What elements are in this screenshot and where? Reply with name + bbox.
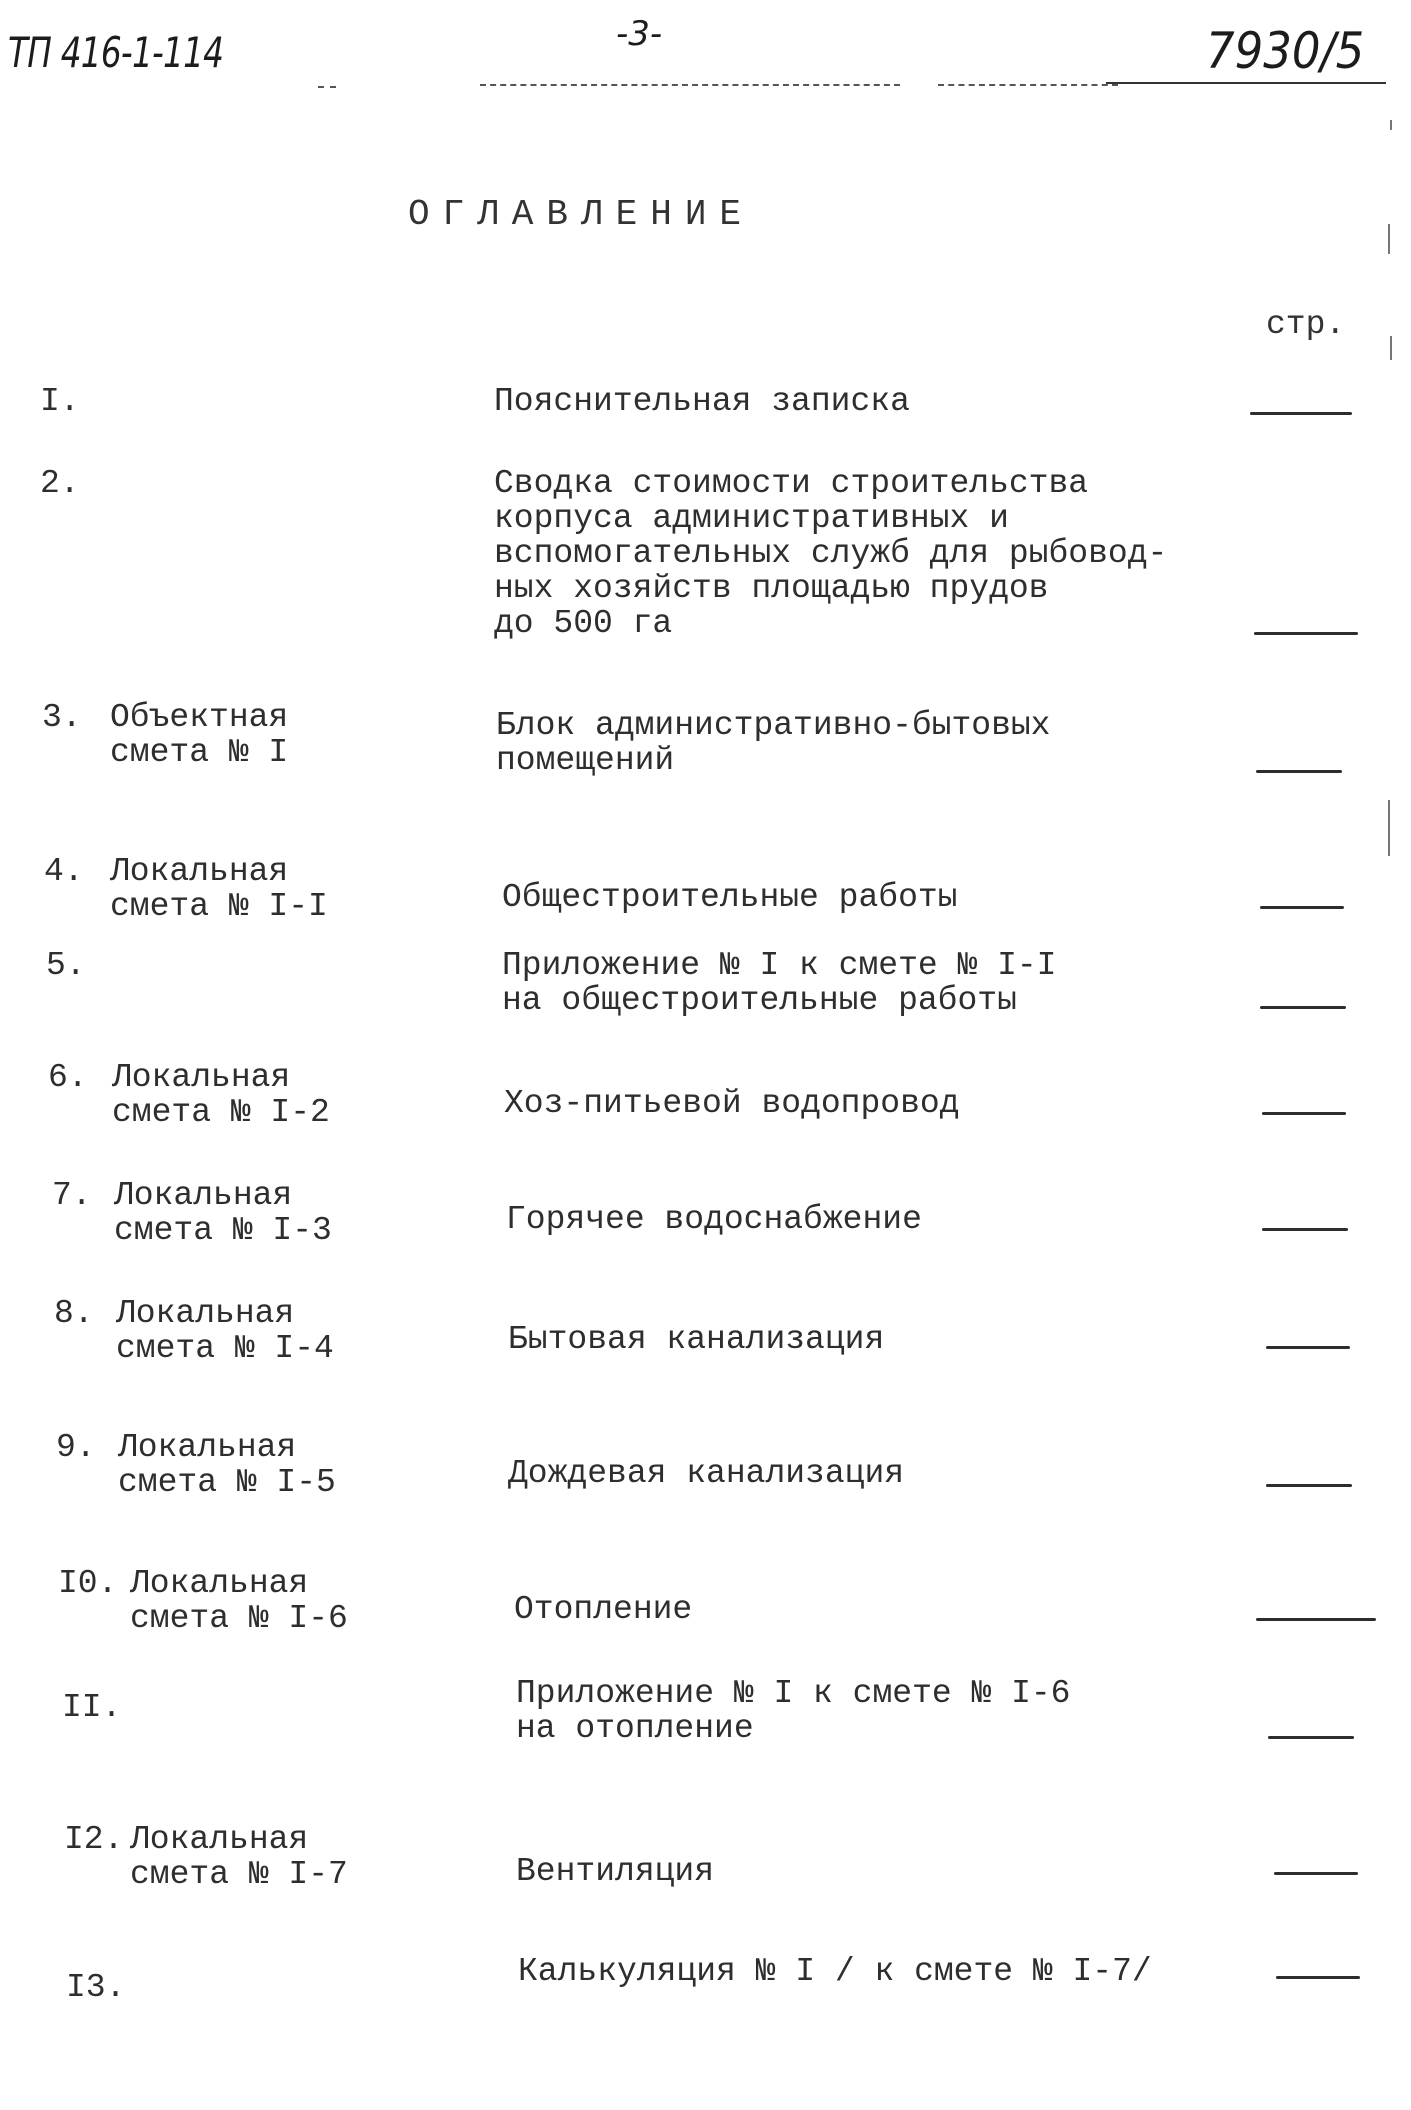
entry-label: Локальная смета № I-4 — [116, 1295, 334, 1367]
page-dash — [1260, 906, 1344, 909]
archive-underline — [1106, 82, 1386, 84]
entry-description: Вентиляция — [516, 1853, 715, 1890]
entry-number: 3. — [42, 699, 82, 736]
document-code: ТП 416-1-114 — [8, 28, 224, 77]
scan-mark — [1390, 336, 1392, 360]
entry-label: Локальная смета № I-7 — [130, 1821, 348, 1893]
page-dash — [1262, 1112, 1346, 1115]
page-dash — [1260, 1006, 1346, 1009]
header-rule-middle — [480, 84, 900, 86]
entry-number: I2. — [64, 1821, 124, 1858]
page-dash — [1256, 770, 1342, 773]
header-rule-right — [938, 84, 1118, 86]
scan-mark — [1388, 224, 1390, 254]
entry-description: Хоз-питьевой водопровод — [504, 1085, 960, 1122]
entry-description: Приложение № I к смете № I-I на общестроительные работы — [502, 947, 1057, 1019]
entry-description: Бытовая канализация — [508, 1321, 885, 1358]
page-dash — [1276, 1976, 1360, 1979]
page-dash — [1266, 1484, 1352, 1487]
entry-label: Объектная смета № I — [110, 699, 289, 771]
entry-label: Локальная смета № I-2 — [112, 1059, 330, 1131]
page-dash — [1268, 1736, 1354, 1739]
page-column-label: стр. — [1266, 306, 1346, 343]
page-dash — [1256, 1618, 1376, 1621]
page-dash — [1250, 412, 1352, 415]
scan-mark — [1388, 800, 1390, 856]
entry-description: Пояснительная записка — [494, 383, 910, 420]
entry-description: Дождевая канализация — [508, 1455, 905, 1492]
scan-mark — [1390, 120, 1392, 130]
header-rule-left — [318, 86, 336, 88]
entry-number: 5. — [46, 947, 86, 984]
page-dash — [1274, 1872, 1358, 1875]
entry-label: Локальная смета № I-I — [110, 853, 328, 925]
entry-number: 4. — [44, 853, 84, 890]
entry-number: 7. — [52, 1177, 92, 1214]
entry-description: Общестроительные работы — [502, 879, 958, 916]
page-dash — [1262, 1228, 1348, 1231]
entry-description: Калькуляция № I / к смете № I-7/ — [518, 1953, 1152, 1990]
entry-number: I0. — [58, 1565, 118, 1602]
page-dash — [1266, 1346, 1350, 1349]
entry-number: I3. — [66, 1969, 126, 2006]
toc-title: ОГЛАВЛЕНИЕ — [408, 194, 755, 235]
entry-label: Локальная смета № I-5 — [118, 1429, 336, 1501]
entry-description: Приложение № I к смете № I-6 на отопление — [516, 1675, 1071, 1747]
archive-number: 7930/5 — [1206, 22, 1365, 80]
entry-number: 6. — [48, 1059, 88, 1096]
page-number: -3- — [616, 14, 663, 54]
entry-number: I. — [40, 383, 80, 420]
page-dash — [1254, 632, 1358, 635]
entry-description: Сводка стоимости строительства корпуса административных и вспомогательных служб для рыбовод- ных хозяйств площадью прудов до 500 га — [494, 465, 1168, 642]
entry-description: Горячее водоснабжение — [506, 1201, 922, 1238]
entry-label: Локальная смета № I-6 — [130, 1565, 348, 1637]
entry-number: 2. — [40, 465, 80, 502]
entry-label: Локальная смета № I-3 — [114, 1177, 332, 1249]
entry-description: Блок административно-бытовых помещений — [496, 707, 1051, 779]
entry-number: 8. — [54, 1295, 94, 1332]
entry-number: 9. — [56, 1429, 96, 1466]
entry-number: II. — [62, 1689, 122, 1726]
entry-description: Отопление — [514, 1591, 693, 1628]
